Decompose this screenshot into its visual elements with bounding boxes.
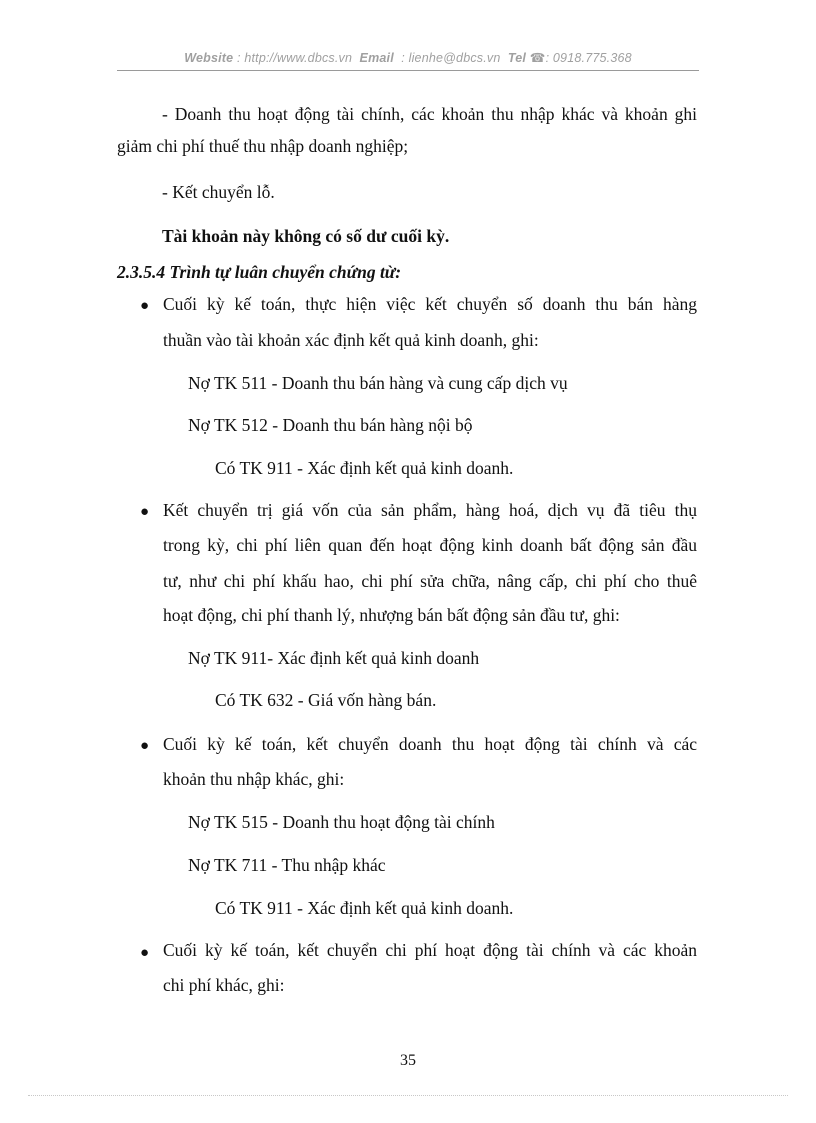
bullet-icon: ● [140, 298, 150, 314]
bullet-icon: ● [140, 738, 150, 754]
entry-credit-911-a: Có TK 911 - Xác định kết quả kinh doanh. [215, 458, 514, 478]
bullet-3-line-2: khoản thu nhập khác, ghi: [163, 769, 345, 789]
page-number: 35 [400, 1052, 416, 1069]
body-line-3: - Kết chuyển lỗ. [162, 182, 275, 202]
page-header [0, 50, 816, 65]
bullet-2-line-1: Kết chuyển trị giá vốn của sản phẩm, hàng hoá, dịch vụ đã tiêu thụ [163, 500, 697, 520]
entry-debit-911: Nợ TK 911- Xác định kết quả kinh doanh [188, 648, 480, 668]
entry-debit-515: Nợ TK 515 - Doanh thu hoạt động tài chính [188, 812, 495, 832]
bullet-4-line-2: chi phí khác, ghi: [163, 975, 285, 995]
website-value: : http://www.dbcs.vn [237, 51, 353, 65]
body-line-2: giảm chi phí thuế thu nhập doanh nghiệp; [117, 136, 409, 156]
tel-value: : 0918.775.368 [545, 51, 632, 65]
entry-credit-632: Có TK 632 - Giá vốn hàng bán. [215, 690, 437, 710]
bullet-1-line-2: thuần vào tài khoản xác định kết quả kinh doanh, ghi: [163, 330, 539, 350]
page-bottom-divider [28, 1095, 788, 1096]
bullet-2-line-3: tư, như chi phí khấu hao, chi phí sửa chữa, nâng cấp, chi phí cho thuê [163, 571, 697, 591]
entry-debit-511: Nợ TK 511 - Doanh thu bán hàng và cung cấp dịch vụ [188, 373, 568, 393]
entry-credit-911-b: Có TK 911 - Xác định kết quả kinh doanh. [215, 898, 514, 918]
bullet-3-line-1: Cuối kỳ kế toán, kết chuyển doanh thu hoạt động tài chính và các [163, 734, 697, 754]
bullet-icon: ● [140, 945, 150, 961]
entry-debit-711: Nợ TK 711 - Thu nhập khác [188, 855, 386, 875]
website-label: Website [184, 51, 234, 65]
tel-label: Tel [507, 51, 527, 65]
body-line-1: - Doanh thu hoạt động tài chính, các khoản thu nhập khác và khoản ghi [162, 104, 697, 124]
header-divider [117, 70, 699, 71]
bullet-2-line-4: hoạt động, chi phí thanh lý, nhượng bán bất động sản đầu tư, ghi: [163, 605, 620, 625]
email-value: : lienhe@dbcs.vn [401, 51, 501, 65]
bullet-4-line-1: Cuối kỳ kế toán, kết chuyển chi phí hoạt động tài chính và các khoản [163, 940, 697, 960]
account-note: Tài khoản này không có số dư cuối kỳ. [162, 226, 450, 246]
bullet-icon: ● [140, 504, 150, 520]
entry-debit-512: Nợ TK 512 - Doanh thu bán hàng nội bộ [188, 415, 473, 435]
section-heading: 2.3.5.4 Trình tự luân chuyển chứng từ: [117, 262, 402, 282]
bullet-2-line-2: trong kỳ, chi phí liên quan đến hoạt động kinh doanh bất động sản đầu [163, 535, 697, 555]
phone-icon: ☎ [529, 51, 546, 65]
bullet-1-line-1: Cuối kỳ kế toán, thực hiện việc kết chuyển số doanh thu bán hàng [163, 294, 697, 314]
email-label: Email [359, 51, 394, 65]
